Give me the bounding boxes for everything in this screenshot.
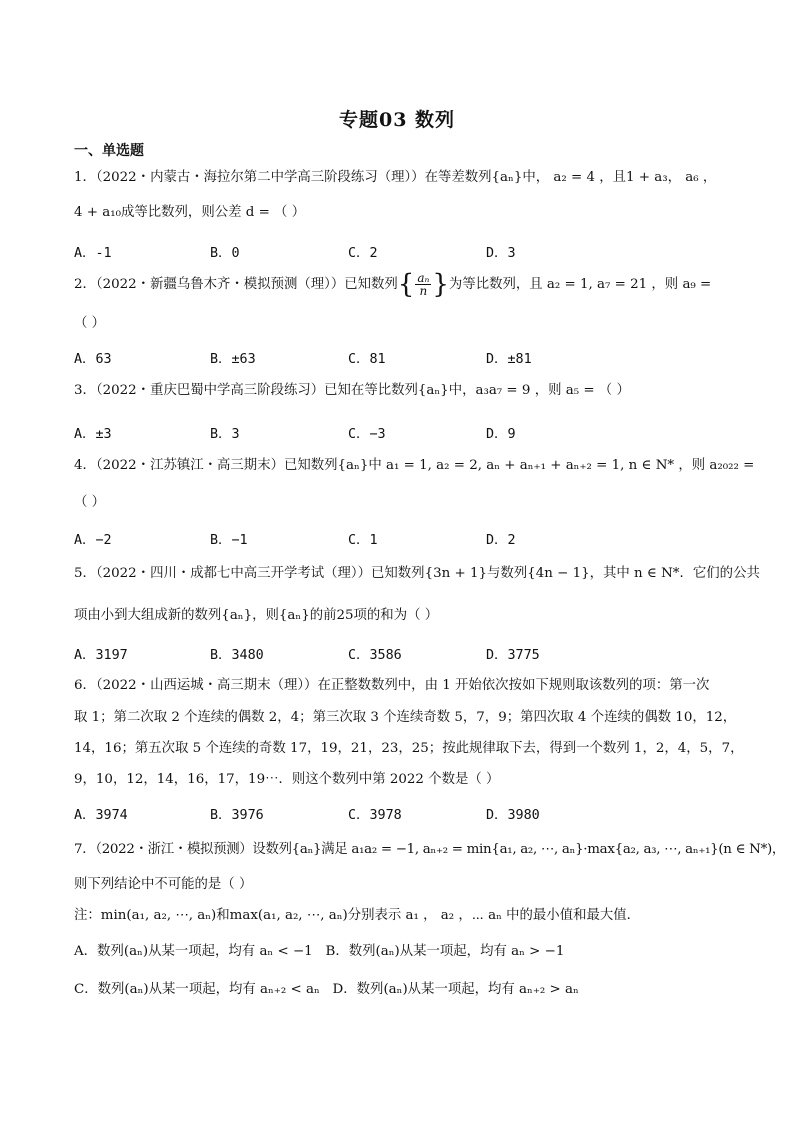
question-5-stem-line2: 项由小到大组成新的数列{aₙ}，则{aₙ}的前25项的和为（ ） [74,608,439,623]
section-heading: 一、单选题 [74,143,144,159]
question-1-option-d: D．3 [486,246,516,261]
question-7-options-cd [74,980,579,1000]
question-1-stem-line2: 4 + a₁₀成等比数列，则公差 d = （ ） [74,205,306,220]
question-4-option-d: D．2 [486,533,516,548]
question-2-stem-line2: （ ） [74,316,106,331]
question-1-option-b: B．0 [210,246,240,261]
question-5-option-a: A．3197 [74,648,128,663]
question-5-option-d: D．3775 [486,648,540,663]
question-5-option-c: C．3586 [348,648,402,663]
question-6-option-d: D．3980 [486,808,540,823]
question-2-option-b: B．±63 [210,352,256,367]
fraction-numerator: aₙ [417,271,430,285]
question-6-option-c: C．3978 [348,808,402,823]
question-1-stem-line1: 1．（2022・内蒙古・海拉尔第二中学高三阶段练习（理））在等差数列{aₙ}中， a₂ = 4 ，且1 + a₃， a₆ ， [74,170,717,185]
question-1-option-c: C．2 [348,246,378,261]
right-brace: } [432,269,449,300]
page-title: 专题03 数列 [338,109,456,131]
question-2-stem-line1 [74,269,712,300]
left-brace: { [397,269,415,300]
question-3-option-a: A．±3 [74,427,112,442]
question-4-option-b: B．−1 [210,533,248,548]
question-3-option-d: D．9 [486,427,516,442]
question-7-stem-line1: 7．（2022・浙江・模拟预测）设数列{aₙ}满足 a₁a₂ = −1, aₙ₊₂ = min{a₁, a₂, ⋯, aₙ}·max{a₂, a₃, ⋯, aₙ₊₁}(n ∈ N*)， [74,842,785,857]
question-6-stem-line3: 14，16；第五次取 5 个连续的奇数 17，19，21，23，25；按此规律取下去，得到一个数列 1，2，4，5，7， [74,741,744,756]
question-7-options-ab [74,942,564,962]
question-7-stem-line2: 则下列结论中不可能的是（ ） [74,877,253,892]
question-2-stem-suffix: 为等比数列，且 a₂ = 1, a₇ = 21 ，则 a₉ = [448,277,712,292]
fraction-denominator: n [419,284,428,298]
question-4-option-c: C．1 [348,533,378,548]
question-2-stem-prefix: 2．（2022・新疆乌鲁木齐・模拟预测（理））已知数列 [74,277,398,292]
question-7-option-a: A．数列(aₙ)从某一项起，均有 aₙ < −1 [74,944,313,959]
question-4-option-a: A．−2 [74,533,112,548]
question-6-option-a: A．3974 [74,808,128,823]
fraction [415,272,431,297]
question-2-option-a: A．63 [74,352,112,367]
question-7-note: 注：min(a₁, a₂, ⋯, aₙ)和max(a₁, a₂, ⋯, aₙ)分别表示 a₁ ， a₂ ，⋯ aₙ 中的最小值和最大值． [74,908,641,923]
question-3-option-c: C．−3 [348,427,386,442]
question-2-option-d: D．±81 [486,352,532,367]
question-1-option-a: A．-1 [74,246,112,261]
question-7-option-c: C．数列(aₙ)从某一项起，均有 aₙ₊₂ < aₙ [74,982,320,997]
question-7-option-b: B．数列(aₙ)从某一项起，均有 aₙ > −1 [325,944,565,959]
question-3-stem-line1: 3．（2022・重庆巴蜀中学高三阶段练习）已知在等比数列{aₙ}中，a₃a₇ = 9 ，则 a₅ = （ ） [74,383,630,398]
question-6-stem-line2: 取 1；第二次取 2 个连续的偶数 2，4；第三次取 3 个连续奇数 5，7，9；第四次取 4 个连续的偶数 10，12， [74,710,737,725]
question-5-option-b: B．3480 [210,648,264,663]
question-4-stem-line1: 4．（2022・江苏镇江・高三期末）已知数列{aₙ}中 a₁ = 1, a₂ = 2, aₙ + aₙ₊₁ + aₙ₊₂ = 1, n ∈ N* ，则 a₂₀₂₂ = [74,458,755,473]
question-6-stem-line4: 9，10，12，14，16，17，19⋯．则这个数列中第 2022 个数是（ ） [74,772,500,787]
question-6-option-b: B．3976 [210,808,264,823]
question-4-stem-line2: （ ） [74,495,106,510]
question-7-option-d: D．数列(aₙ)从某一项起，均有 aₙ₊₂ > aₙ [332,982,579,997]
question-3-option-b: B．3 [210,427,240,442]
question-2-option-c: C．81 [348,352,386,367]
question-6-stem-line1: 6．（2022・山西运城・高三期末（理））在正整数数列中，由 1 开始依次按如下规则取该数列的项：第一次 [74,678,710,693]
question-5-stem-line1: 5．（2022・四川・成都七中高三开学考试（理））已知数列{3n + 1}与数列{4n − 1}，其中 n ∈ N*．它们的公共 [74,566,760,581]
